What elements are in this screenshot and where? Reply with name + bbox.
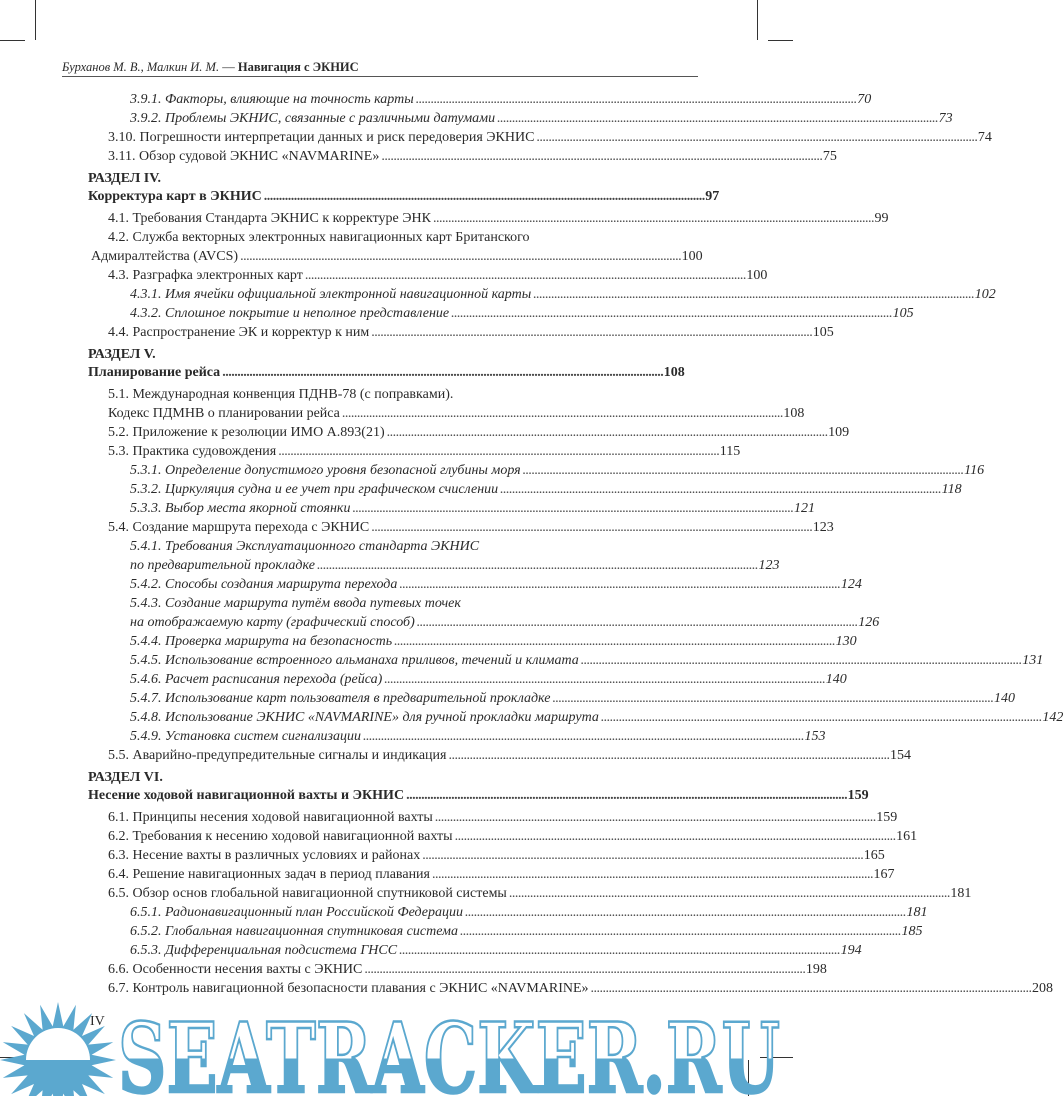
toc-entry-page: 181 (906, 905, 928, 920)
dot-leader (222, 363, 662, 382)
toc-entry-page: 153 (804, 729, 826, 744)
toc-entry-title: 5.3.3. Выбор места якорной стоянки (130, 501, 351, 516)
dot-leader (500, 480, 940, 499)
crop-mark (768, 40, 793, 41)
toc-entry (108, 960, 827, 979)
toc-entry (130, 613, 880, 632)
toc-entry-page: 100 (681, 249, 703, 264)
watermark (0, 1000, 793, 1096)
toc-entry-title: 4.3.1. Имя ячейки официальной электронной навигационной карты (130, 287, 532, 302)
toc-entry-title: на отображаемую карту (графический способ) (130, 615, 415, 630)
toc-entry (88, 363, 683, 382)
toc-entry-title: 5.4.5. Использование встроенного альманаха приливов, течений и климата (130, 653, 579, 668)
toc-entry (130, 708, 1063, 727)
toc-entry-page: 118 (941, 482, 962, 497)
toc-entry (108, 323, 834, 342)
dot-leader (460, 922, 900, 941)
toc-entry-title: 6.7. Контроль навигационной безопасности плавания с ЭКНИС «NAVMARINE» (108, 981, 589, 996)
toc-entry-page: 159 (876, 810, 898, 825)
dot-leader (448, 746, 888, 765)
dot-leader (278, 442, 718, 461)
toc-entry-page: 181 (950, 886, 972, 901)
toc-entry-page: 161 (896, 829, 918, 844)
toc-entry-page: 123 (758, 558, 780, 573)
toc-entry-page: 102 (974, 287, 996, 302)
toc-entry (108, 404, 805, 423)
toc-entry-title: 4.3.2. Сплошное покрытие и неполное представление (130, 306, 450, 321)
toc-entry (108, 746, 911, 765)
dot-leader (264, 187, 704, 206)
toc-entry-page: 108 (783, 406, 805, 421)
toc-entry (108, 266, 768, 285)
toc-entry-title: 5.2. Приложение к резолюции ИМО А.893(21) (108, 425, 385, 440)
toc-entry-page: 185 (901, 924, 923, 939)
toc-entry (130, 90, 872, 109)
toc-entry-page: 142 (1042, 710, 1063, 725)
toc-entry (130, 575, 862, 594)
toc-entry-page: 208 (1032, 981, 1054, 996)
toc-entry-title: 6.6. Особенности несения вахты с ЭКНИС (108, 962, 363, 977)
toc-entry (130, 727, 826, 746)
toc-entry (130, 109, 953, 128)
header-authors: Бурханов М. В., Малкин И. М. (62, 60, 220, 74)
toc-entry-page: 74 (977, 130, 992, 145)
toc-entry-title: Адмиралтейства (AVCS) (91, 249, 239, 264)
toc-entry (108, 209, 889, 228)
dot-leader (363, 727, 803, 746)
toc-entry (108, 846, 885, 865)
toc-entry-page: 105 (812, 325, 834, 340)
dot-leader (399, 941, 839, 960)
dot-leader (433, 209, 873, 228)
dot-leader (523, 461, 963, 480)
toc-entry-title: 5.4.7. Использование карт пользователя в предварительной прокладке (130, 691, 551, 706)
toc-entry-title: 5.4.6. Расчет расписания перехода (рейса) (130, 672, 383, 687)
dot-leader (381, 147, 821, 166)
toc-entry (108, 442, 741, 461)
toc-entry-title: 5.4.8. Использование ЭКНИС «NAVMARINE» для ручной прокладки маршрута (130, 710, 599, 725)
toc-entry (130, 304, 914, 323)
toc-entry (130, 632, 857, 651)
header-separator: — (219, 60, 238, 74)
sunburst-logo-icon (0, 1002, 116, 1096)
toc-entry (130, 651, 1044, 670)
toc-entry-title: 6.5.3. Дифференциальная подсистема ГНСС (130, 943, 398, 958)
toc-entry-title: РАЗДЕЛ V. (88, 347, 156, 362)
toc-entry-page: 167 (873, 867, 895, 882)
toc-entry (130, 922, 923, 941)
crop-mark (0, 40, 25, 41)
dot-leader (417, 613, 857, 632)
toc-entry (91, 247, 703, 266)
toc-entry-title: Планирование рейса (88, 365, 221, 380)
dot-leader (601, 708, 1041, 727)
dot-leader (465, 903, 905, 922)
toc-entry-title: РАЗДЕЛ IV. (88, 171, 162, 186)
dot-leader (497, 109, 937, 128)
toc-entry-page: 73 (938, 111, 953, 126)
toc-entry-page: 131 (1022, 653, 1044, 668)
dot-leader (371, 518, 811, 537)
toc-entry-page: 126 (858, 615, 880, 630)
toc-entry (130, 537, 683, 556)
dot-leader (432, 865, 872, 884)
dot-leader (371, 323, 811, 342)
toc-entry-page: 115 (719, 444, 741, 459)
header-title: Навигация с ЭКНИС (237, 60, 359, 74)
dot-leader (240, 247, 680, 266)
dot-leader (317, 556, 757, 575)
toc-entry (130, 941, 862, 960)
toc-entry-page: 165 (863, 848, 885, 863)
toc-entry-title: 4.3. Разграфка электронных карт (108, 268, 303, 283)
toc-entry-page: 109 (828, 425, 850, 440)
toc-entry-title: 4.4. Распространение ЭК и корректур к ним (108, 325, 370, 340)
toc-entry-title: 5.5. Аварийно-предупредительные сигналы и индикация (108, 748, 447, 763)
toc-entry-title: 5.4.2. Способы создания маршрута перехода (130, 577, 398, 592)
dot-leader (509, 884, 949, 903)
toc-entry-title: 5.4.3. Создание маршрута путём ввода путевых точек (130, 596, 461, 611)
toc-entry-title: 6.2. Требования к несению ходовой навигационной вахты (108, 829, 453, 844)
toc-entry-title: РАЗДЕЛ VI. (88, 770, 163, 785)
toc-section-heading (88, 169, 683, 188)
dot-leader (384, 670, 824, 689)
toc-entry-title: 5.1. Международная конвенция ПДНВ-78 (с поправками). (108, 387, 454, 402)
toc-entry-title: 5.4.4. Проверка маршрута на безопасность (130, 634, 393, 649)
toc-entry-title: 3.10. Погрешности интерпретации данных и риск передоверия ЭКНИС (108, 130, 535, 145)
toc-entry-page: 194 (840, 943, 862, 958)
toc-entry (130, 499, 815, 518)
toc-entry-title: Кодекс ПДМНВ о планировании рейса (108, 406, 340, 421)
toc-entry-page: 124 (840, 577, 862, 592)
toc-entry-title: 5.3. Практика судовождения (108, 444, 277, 459)
dot-leader (435, 808, 875, 827)
toc-entry-title: по предварительной прокладке (130, 558, 315, 573)
dot-leader (451, 304, 891, 323)
toc-section-heading (88, 768, 683, 787)
toc-entry-page: 99 (874, 211, 889, 226)
toc-entry-title: 4.1. Требования Стандарта ЭКНИС к корректуре ЭНК (108, 211, 431, 226)
toc-entry (130, 689, 1015, 708)
toc-entry-page: 100 (746, 268, 768, 283)
toc-entry-page: 97 (705, 189, 720, 204)
toc-entry-title: 6.3. Несение вахты в различных условиях и районах (108, 848, 421, 863)
toc-entry (130, 285, 996, 304)
toc-entry (108, 518, 834, 537)
toc-entry-title: 3.9.2. Проблемы ЭКНИС, связанные с различными датумами (130, 111, 496, 126)
toc-entry (108, 865, 895, 884)
dot-leader (342, 404, 782, 423)
dot-leader (352, 499, 792, 518)
toc-entry (108, 884, 972, 903)
toc-entry-page: 121 (793, 501, 815, 516)
toc-entry (108, 827, 918, 846)
toc-entry-title: 5.3.1. Определение допустимого уровня безопасной глубины моря (130, 463, 521, 478)
toc-entry (108, 147, 837, 166)
toc-entry-title: 5.4. Создание маршрута перехода с ЭКНИС (108, 520, 370, 535)
dot-leader (422, 846, 862, 865)
crop-mark (35, 0, 36, 40)
dot-leader (399, 575, 839, 594)
toc-entry-page: 198 (805, 962, 827, 977)
toc-entry-page: 105 (892, 306, 914, 321)
dot-leader (394, 632, 834, 651)
dot-leader (305, 266, 745, 285)
toc-entry-title: 6.5.1. Радионавигационный план Российской Федерации (130, 905, 463, 920)
running-header (62, 58, 698, 77)
toc-entry-page: 75 (822, 149, 837, 164)
dot-leader (387, 423, 827, 442)
toc-entry (130, 556, 780, 575)
dot-leader (591, 979, 1031, 998)
toc-entry (130, 903, 928, 922)
toc-entry (130, 461, 985, 480)
dot-leader (552, 689, 992, 708)
toc-entry-page: 159 (847, 788, 869, 803)
dot-leader (533, 285, 973, 304)
toc-entry-title: 5.3.2. Циркуляция судна и ее учет при графическом счислении (130, 482, 499, 497)
toc-entry-page: 70 (857, 92, 872, 107)
toc-entry (130, 480, 962, 499)
toc-entry-page: 140 (825, 672, 847, 687)
toc-entry-title: 5.4.9. Установка систем сигнализации (130, 729, 362, 744)
dot-leader (364, 960, 804, 979)
toc-entry (88, 786, 869, 805)
toc-entry-title: 4.2. Служба векторных электронных навигационных карт Британского (108, 230, 530, 245)
crop-mark (757, 0, 758, 40)
dot-leader (455, 827, 895, 846)
dot-leader (581, 651, 1021, 670)
toc-section-heading (88, 345, 683, 364)
toc-entry (108, 808, 898, 827)
toc-entry (108, 979, 1054, 998)
toc-entry-title: 6.1. Принципы несения ходовой навигационной вахты (108, 810, 433, 825)
dot-leader (406, 786, 846, 805)
toc-entry-title: Корректура карт в ЭКНИС (88, 189, 262, 204)
toc-entry-title: 3.11. Обзор судовой ЭКНИС «NAVMARINE» (108, 149, 380, 164)
toc-entry-page: 116 (964, 463, 985, 478)
toc-entry-title: Несение ходовой навигационной вахты и ЭКНИС (88, 788, 405, 803)
toc-entry-title: 5.4.1. Требования Эксплуатационного стандарта ЭКНИС (130, 539, 480, 554)
toc-entry (88, 187, 720, 206)
toc-entry-title: 6.5. Обзор основ глобальной навигационной спутниковой системы (108, 886, 507, 901)
toc-entry-page: 130 (835, 634, 857, 649)
toc-entry (130, 594, 683, 613)
toc-entry-title: 6.5.2. Глобальная навигационная спутниковая система (130, 924, 458, 939)
toc-entry-page: 140 (993, 691, 1015, 706)
toc-entry-page: 154 (889, 748, 911, 763)
toc-entry (108, 128, 992, 147)
toc-entry (108, 423, 850, 442)
toc-entry (108, 228, 683, 247)
toc-entry-title: 6.4. Решение навигационных задач в период плавания (108, 867, 430, 882)
toc-entry-page: 108 (663, 365, 685, 380)
page-number: IV (90, 1014, 105, 1029)
toc-entry (108, 385, 683, 404)
toc-entry (130, 670, 847, 689)
dot-leader (536, 128, 976, 147)
toc-entry-page: 123 (812, 520, 834, 535)
dot-leader (416, 90, 856, 109)
watermark-text: SEATRACKER.RU (118, 1002, 780, 1096)
toc-entry-title: 3.9.1. Факторы, влияющие на точность карты (130, 92, 414, 107)
